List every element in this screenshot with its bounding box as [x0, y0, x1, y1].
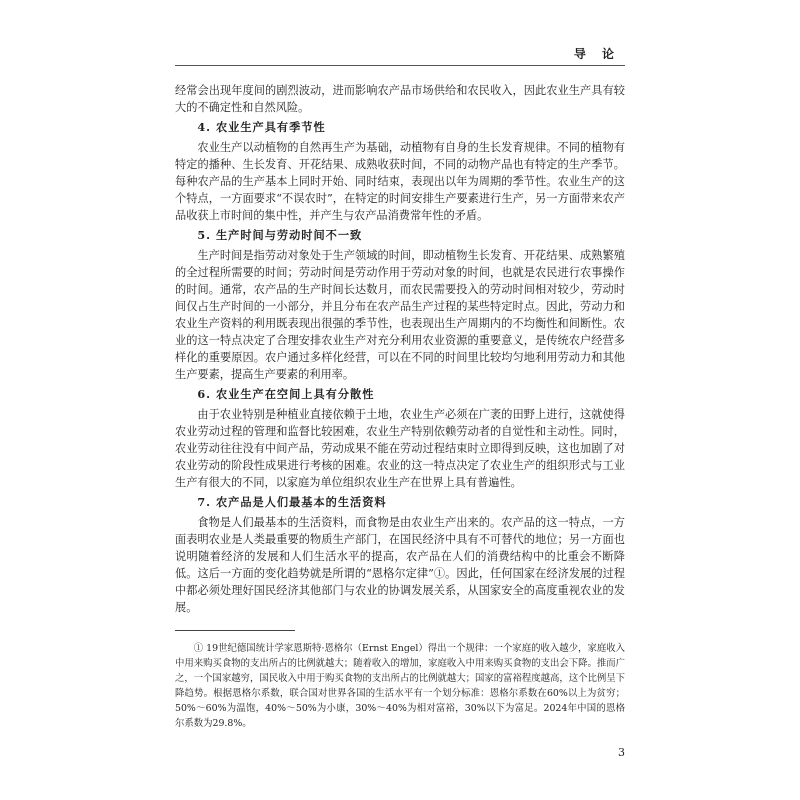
paragraph-spatial-dispersion: 由于农业特别是种植业直接依赖于土地，农业生产必须在广袤的田野上进行，这就使得农业劳动过程的管理和监督比较困难，农业生产特别依赖劳动者的自觉性和主动性。同时，农业劳动往往没有中间产品，劳动成果不能在劳动过程结束时立即得到反映，这也加剧了对农业劳动的阶段性成果进行考核的困难。农业的这一特点决定了农业生产的组织形式与工业生产有很大的不同，以家庭为单位组织农业生产在世界上具有普遍性。 [175, 408, 625, 489]
section-heading-production-labor-time: 5. 生产时间与劳动时间不一致 [197, 228, 363, 242]
body-text [175, 82, 625, 731]
section-heading-seasonality: 4. 农业生产具有季节性 [197, 120, 326, 134]
page-number: 3 [618, 746, 625, 759]
section-heading-basic-means-of-living: 7. 农产品是人们最基本的生活资料 [197, 495, 387, 509]
section-heading-spatial-dispersion: 6. 农业生产在空间上具有分散性 [197, 387, 375, 401]
paragraph-seasonality: 农业生产以动植物的自然再生产为基础，动植物有自身的生长发育规律。不同的植物有特定的播种、生长发育、开花结果、成熟收获时间，不同的动物产品也有特定的生产季节。每种农产品的生产基本上同时开始、同时结束，表现出以年为周期的季节性。农业生产的这个特点，一方面要求“不误农时”，在特定的时间安排生产要素进行生产，另一方面带来农产品收获上市时间的集中性，并产生与农产品消费常年性的矛盾。 [175, 141, 625, 222]
paragraph-basic-means-of-living: 食物是人们最基本的生活资料，而食物是由农业生产出来的。农产品的这一特点，一方面表明农业是人类最重要的物质生产部门，在国民经济中具有不可替代的地位；另一方面也说明随着经济的发展和人们生活水平的提高，农产品在人们的消费结构中的比重会不断降低。这后一方面的变化趋势就是所谓的“恩格尔定律”①。因此，任何国家在经济发展的过程中都必须处理好国民经济其他部门与农业的协调发展关系，从国家安全的高度重视农业的发展。 [175, 516, 625, 614]
running-header: 导 论 [573, 47, 620, 61]
footnote-engel: ① 19世纪德国统计学家恩斯特·恩格尔（Ernst Engel）得出一个规律：一个家庭的收入越少，家庭收入中用来购买食物的支出所占的比例就越大；随着收入的增加，家庭收入中用来购买食物的支出会下降。推而广之，一个国家越穷，国民收入中用于购买食物的支出所占的比例就越大；国家的富裕程度越高，这个比例呈下降趋势。根据恩格尔系数，联合国对世界各国的生活水平有一个划分标准：恩格尔系数在60%以上为贫穷；50%～60%为温饱，40%～50%为小康，30%～40%为相对富裕，30%以下为富足。2024年中国的恩格尔系数为29.8%。 [175, 643, 626, 729]
header-rule [175, 65, 625, 66]
paragraph-production-labor-time: 生产时间是指劳动对象处于生产领域的时间，即动植物生长发育、开花结果、成熟繁殖的全过程所需要的时间；劳动时间是劳动作用于劳动对象的时间，也就是农民进行农事操作的时间。通常，农产品的生产时间长达数月，而农民需要投入的劳动时间相对较少，劳动时间仅占生产时间的一小部分，并且分布在农产品生产过程的某些特定时点。因此，劳动力和农业生产资料的利用既表现出很强的季节性，也表现出生产周期内的不均衡性和间断性。农业的这一特点决定了合理安排农业生产对充分利用农业资源的重要意义，是传统农户经营多样化的重要原因。农户通过多样化经营，可以在不同的时间里比较均匀地利用劳动力和其他生产要素，提高生产要素的利用率。 [175, 249, 625, 381]
footnote-rule [175, 630, 295, 631]
paragraph-continued: 经常会出现年度间的剧烈波动，进而影响农产品市场供给和农民收入，因此农业生产具有较大的不确定性和自然风险。 [175, 84, 625, 114]
